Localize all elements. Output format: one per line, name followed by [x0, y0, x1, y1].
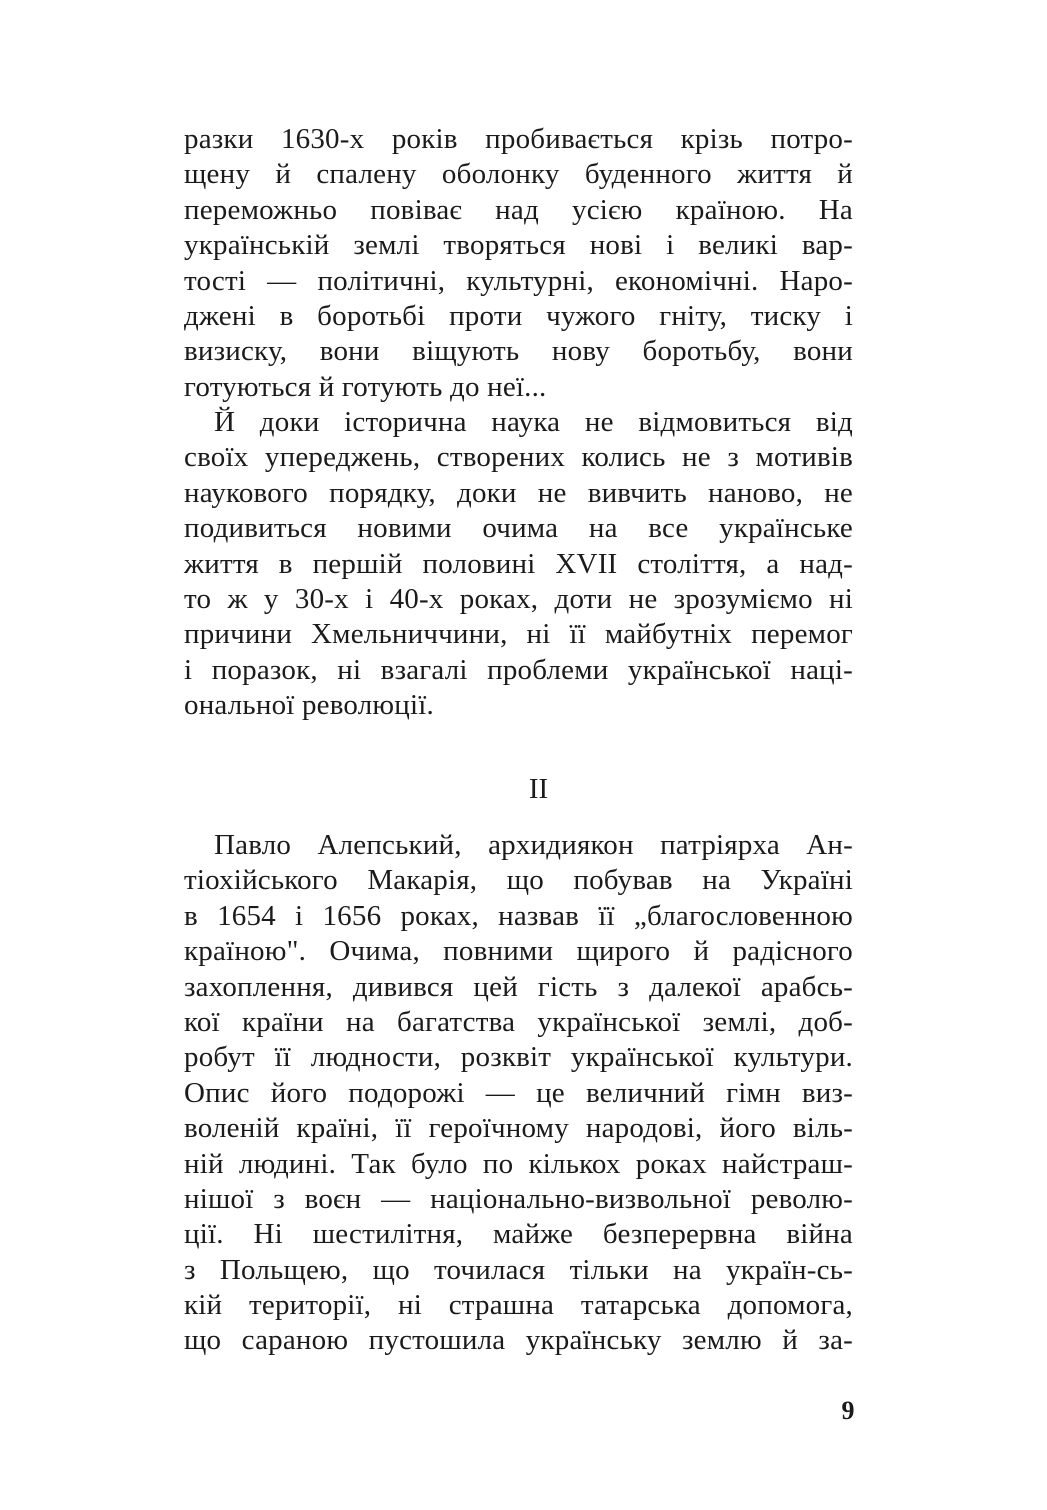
text-line: то ж у 30-х і 40-х роках, доти не зрозуміємо ні	[184, 582, 853, 615]
text-line: Опис його подорожі — це величний гімн виз-	[184, 1076, 853, 1109]
text-line: ції. Ні шестилітня, майже безперервна війна	[184, 1218, 853, 1251]
text-line: ональної революції.	[184, 689, 434, 722]
text-line: щену й спалену оболонку буденного життя й	[184, 158, 853, 191]
text-line: в 1654 і 1656 роках, назвав її „благословенною	[184, 899, 853, 932]
text-line: що сараною пустошила українську землю й за-	[184, 1324, 853, 1357]
text-line: наукового порядку, доки не вивчить наново, не	[184, 476, 853, 509]
text-line: кої країни на багатства української землі, доб-	[184, 1005, 853, 1038]
text-line: готуються й готують до неї...	[184, 370, 547, 403]
section-heading: II	[528, 773, 549, 805]
text-line: подивиться новими очима на все українське	[184, 512, 853, 545]
text-line: визиску, вони віщують нову боротьбу, вони	[184, 335, 853, 368]
text-line: джені в боротьбі проти чужого гніту, тиску і	[184, 299, 853, 332]
text-line: тіохійського Макарія, що побував на Україні	[184, 864, 853, 897]
text-line: разки 1630-х років пробивається крізь потро-	[184, 123, 853, 155]
text-line: тості — політичні, культурні, економічні. Наро-	[184, 264, 853, 297]
text-line: країною". Очима, повними щирого й радісного	[184, 935, 853, 968]
paragraph-3	[184, 828, 853, 1359]
text-line: захоплення, дивився цей гість з далекої арабсь-	[184, 970, 853, 1003]
text-line: і поразок, ні взагалі проблеми української наці-	[184, 653, 853, 686]
text-line: ній людині. Так було по кількох роках найстраш-	[184, 1147, 853, 1180]
text-line: причини Хмельниччини, ні її майбутніх перемог	[184, 618, 853, 651]
page-number: 9	[841, 1396, 855, 1425]
text-line: Й доки історична наука не відмовиться від	[214, 406, 853, 438]
text-line: українській землі творяться нові і великі вар-	[184, 229, 853, 262]
paragraph-1	[184, 122, 853, 405]
text-line: Павло Алепський, архидиякон патріярха Ан-	[214, 829, 853, 861]
text-line: воленій країні, її героїчному народові, його віль-	[184, 1112, 853, 1145]
text-line: переможньо повіває над усією країною. На	[184, 193, 853, 226]
text-line: з Польщею, що точилася тільки на україн-сь-	[184, 1253, 853, 1286]
text-line: робут її людности, розквіт української культури.	[184, 1041, 853, 1074]
text-line: нішої з воєн — національно-визвольної револю-	[184, 1182, 853, 1215]
text-line: життя в першій половині XVII століття, а над-	[184, 547, 853, 580]
paragraph-2	[184, 405, 853, 724]
text-line: своїх упереджень, створених колись не з мотивів	[184, 441, 853, 474]
text-line: кій території, ні страшна татарська допомога,	[184, 1289, 853, 1322]
